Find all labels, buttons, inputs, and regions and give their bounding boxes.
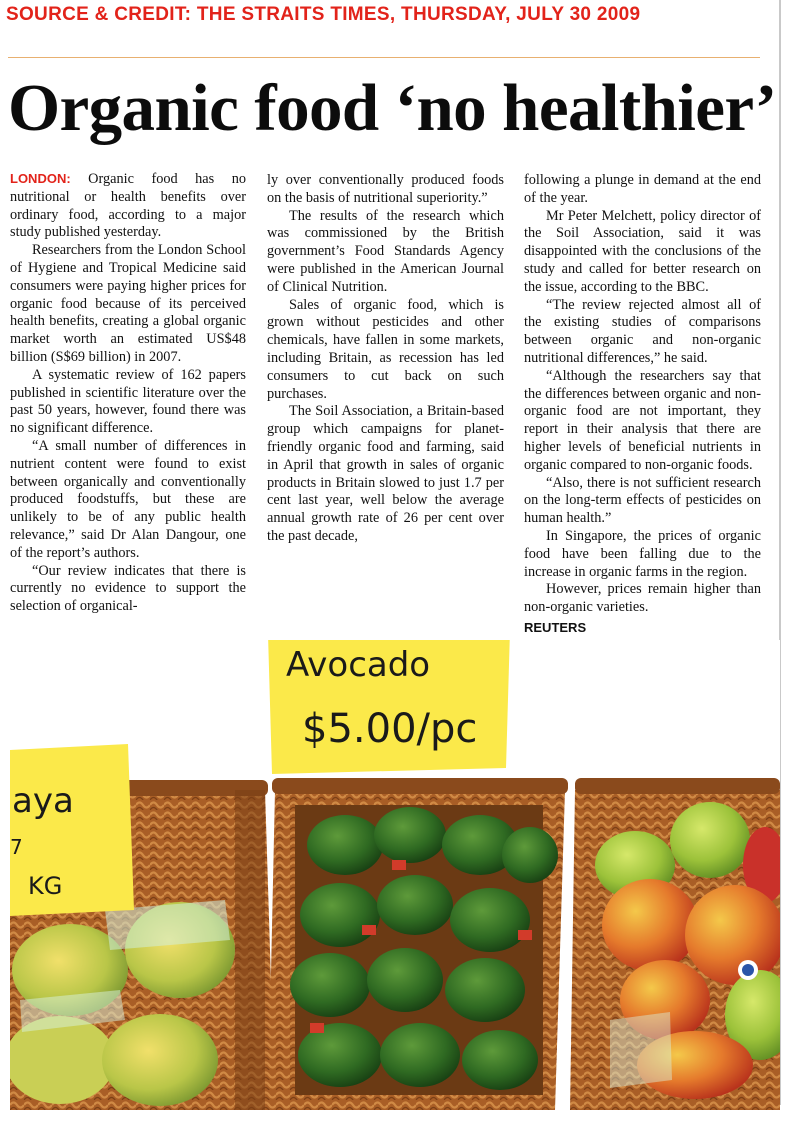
sign-main-line2: $5.00/pc — [302, 706, 478, 752]
paragraph: A systematic review of 162 papers published in scientific literature over the past 50 years, however, found there was no significant difference. — [10, 366, 246, 437]
dateline: LONDON: — [10, 171, 71, 186]
mangoes — [595, 802, 780, 1099]
sign-left-line3: KG — [28, 872, 63, 900]
source-credit: SOURCE & CREDIT: THE STRAITS TIMES, THURSDAY, JULY 30 2009 — [6, 4, 641, 25]
avocado-price-sign — [268, 640, 510, 774]
sticker — [310, 1023, 324, 1033]
paragraph: “Although the researchers say that the differences between organic and non-organic food are not important, they report in their analysis that there are higher levels of beneficial nutrients in organic compared to non-organic foods. — [524, 367, 761, 473]
sticker — [392, 860, 406, 870]
paragraph-continuation: ly over conventionally produced foods on the basis of nutritional superiority.” — [267, 172, 504, 206]
sticker — [518, 930, 532, 940]
left-price-sign — [10, 744, 134, 916]
article-column-3 — [524, 172, 761, 637]
paragraph: Researchers from the London School of Hygiene and Tropical Medicine said consumers were paying higher prices for organic food because of its perceived health benefits, creating a global organic market worth an estimated US$48 billion (S$69 billion) in 2007. — [10, 242, 246, 365]
paragraph: Mr Peter Melchett, policy director of the Soil Association, said it was disappointed with the conclusions of the study and called for better research on the issue, according to the BBC. — [524, 207, 761, 295]
paragraph — [10, 170, 246, 242]
sticker — [362, 925, 376, 935]
paragraph: Sales of organic food, which is grown without pesticides and other chemicals, have fallen in some markets, including Britain, as recession has led consumers to cut back on such purchases. — [267, 296, 504, 402]
paragraph: “The review rejected almost all of the existing studies of comparisons between organic and non-organic nutritional differences,” he said. — [524, 296, 761, 366]
paragraph-text: Organic food has no nutritional or health benefits over ordinary food, according to a major study published yesterday. — [10, 171, 246, 241]
produce-photo — [10, 640, 780, 1110]
sign-main-line1: Avocado — [286, 645, 431, 685]
paragraph: “Our review indicates that there is currently no evidence to support the selection of organical- — [10, 562, 246, 615]
paragraph-continuation: following a plunge in demand at the end of the year. — [524, 172, 761, 206]
sign-left-line2: 7 — [10, 835, 23, 859]
article-column-2 — [267, 172, 504, 546]
headline: Organic food ‘no healthier’ — [8, 71, 777, 145]
paragraph: In Singapore, the prices of organic food have been falling due to the increase in organic farms in the region. — [524, 527, 761, 580]
paragraph: “Also, there is not sufficient research on the long-term effects of pesticides on human health.” — [524, 474, 761, 527]
paragraph: “A small number of differences in nutrient content were found to exist between organically and conventionally produced foodstuffs, but these are unlikely to be of any public health relevance,” said Dr Alan Dangour, one of the report’s authors. — [10, 437, 246, 561]
sign-left-line1: aya — [12, 781, 74, 821]
sticker — [742, 964, 754, 976]
paragraph: The results of the research which was commissioned by the British government’s Food Standards Agency were published in the American Journal of Clinical Nutrition. — [267, 207, 504, 295]
byline: REUTERS — [524, 619, 587, 635]
paragraph: However, prices remain higher than non-organic varieties. — [524, 581, 761, 616]
header-divider — [8, 57, 760, 58]
paragraph: The Soil Association, a Britain-based group which campaigns for planet-friendly organic food and farming, said in April that growth in sales of organic products in Britain slowed to just 1.7 per cent last year, well below the average annual growth rate of 26 per cent over the past decade, — [267, 403, 504, 544]
article-column-1 — [10, 170, 246, 616]
